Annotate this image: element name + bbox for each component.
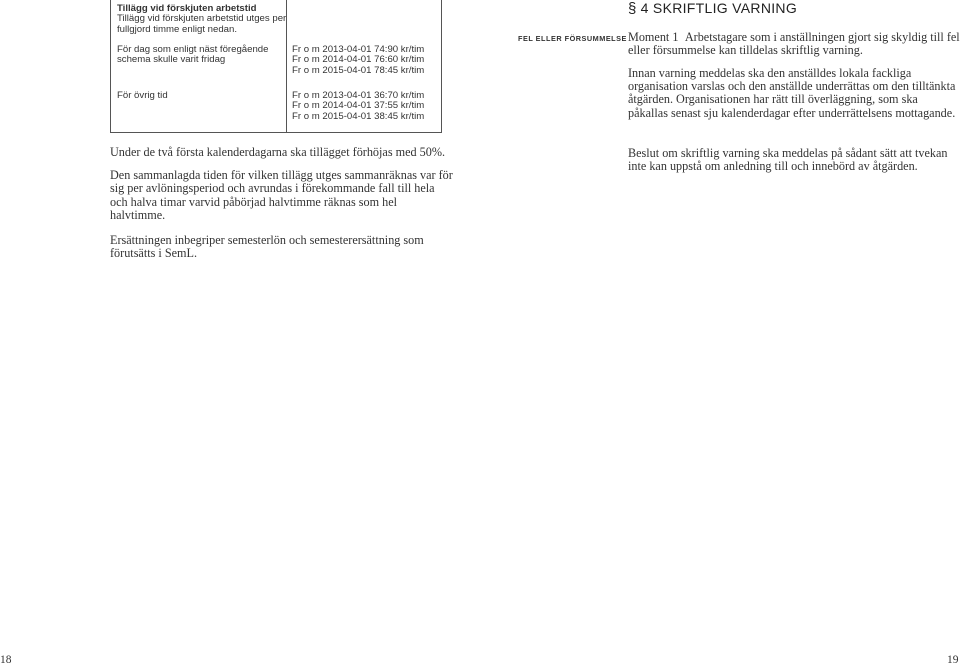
rate-line: Fr o m 2014-04-01 76:60 kr/tim — [292, 54, 425, 66]
rate-line: Fr o m 2013-04-01 36:70 kr/tim — [292, 90, 425, 101]
row-rates-weekend — [292, 45, 442, 76]
table-header-line: Tillägg vid förskjuten arbetstid utges per — [117, 13, 287, 25]
table-header-line: fullgjord timme enligt nedan. — [117, 23, 237, 35]
paragraph-holiday-pay: Ersättningen inbegriper semesterlön och semesterersättning som förutsätts i SemL. — [110, 233, 424, 261]
section-heading-text: 4 SKRIFTLIG VARNING — [640, 0, 798, 16]
moment-label: Moment 1 — [628, 30, 679, 44]
rates-table — [110, 0, 442, 133]
row-label-line: För övrig tid — [117, 90, 168, 101]
row-label-line: För dag som enligt näst föregående — [117, 44, 269, 55]
table-divider — [286, 0, 287, 133]
page-number-right: 19 — [947, 654, 959, 666]
table-header-title: Tillägg vid förskjuten arbetstid — [117, 3, 257, 14]
section-heading — [628, 0, 797, 17]
rate-line: Fr o m 2014-04-01 37:55 kr/tim — [292, 100, 425, 112]
paragraph-notice: Innan varning meddelas ska den anställdes lokala fackliga organisation varslas och den anställde underrättas om den tilltänkta åtgärden. Organisationen har rätt till överläggning, som ska påkallas senast sju kalenderdagar efter underrättelsens mottagande. — [628, 66, 956, 120]
rate-line: Fr o m 2013-04-01 74:90 kr/tim — [292, 44, 425, 55]
table-header — [117, 4, 285, 35]
moment-text: Arbetstagare som i anställningen gjort sig skyldig till fel eller försummelse kan tilldelas skriftlig varning. — [628, 30, 960, 58]
section-symbol: § — [628, 0, 637, 17]
page-number-left: 18 — [0, 654, 12, 666]
paragraph-rounding: Den sammanlagda tiden för vilken tillägg utges sammanräknas var för sig per avlöningsperiod och avrundas i förekommande fall till hela och halva timar varvid påbörjad halvtimme räknas som hel halvtimme. — [110, 168, 453, 222]
paragraph-surcharge: Under de två första kalenderdagarna ska tillägget förhöjas med 50%. — [110, 145, 446, 159]
paragraph-moment-1 — [628, 31, 960, 57]
rate-line: Fr o m 2015-04-01 78:45 kr/tim — [292, 64, 425, 76]
row-label-line: schema skulle varit fridag — [117, 54, 226, 66]
rate-line: Fr o m 2015-04-01 38:45 kr/tim — [292, 110, 425, 122]
paragraph-decision: Beslut om skriftlig varning ska meddelas på sådant sätt att tvekan inte kan uppstå om anledning till och innebörd av åtgärden. — [628, 146, 948, 174]
side-heading: FEL ELLER FÖRSUMMELSE — [518, 34, 627, 43]
row-label-other — [117, 91, 285, 101]
row-rates-other — [292, 91, 442, 122]
row-label-weekend — [117, 45, 285, 66]
